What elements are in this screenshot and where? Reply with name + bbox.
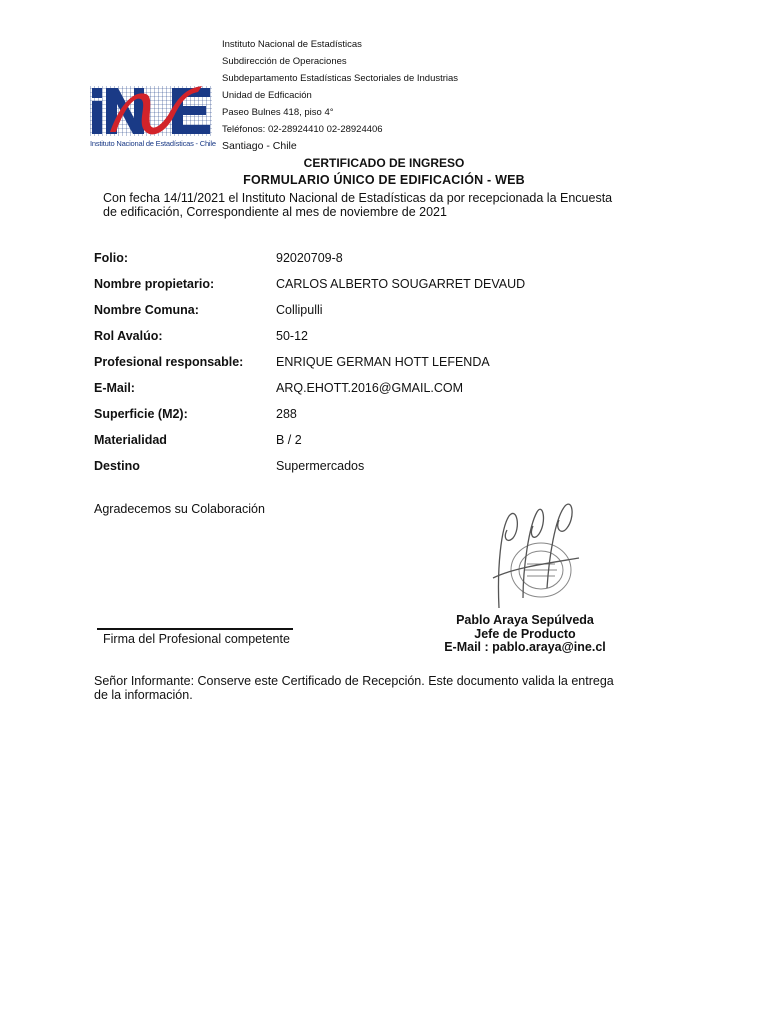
- field-value: Supermercados: [276, 459, 365, 473]
- signer-name: Pablo Araya Sepúlveda: [456, 613, 594, 627]
- institution-header: [222, 36, 458, 155]
- field-value: B / 2: [276, 433, 302, 447]
- field-label: Folio:: [94, 251, 129, 265]
- field-label: Nombre propietario:: [94, 277, 215, 291]
- form-title: FORMULARIO ÚNICO DE EDIFICACIÓN - WEB: [243, 173, 525, 187]
- field-value: 50-12: [276, 329, 308, 343]
- header-line: Subdirección de Operaciones: [222, 56, 347, 67]
- header-line: Instituto Nacional de Estadísticas: [222, 39, 362, 50]
- thanks-text: Agradecemos su Colaboración: [94, 502, 265, 516]
- header-line: Paseo Bulnes 418, piso 4°: [222, 107, 334, 118]
- ine-logo-mark: [90, 84, 212, 138]
- footer-note: Señor Informante: Conserve este Certificado de Recepción. Este documento valida la entrega de la información.: [94, 674, 614, 702]
- field-label: Superficie (M2):: [94, 407, 188, 421]
- ine-logo: [90, 84, 216, 150]
- signature-stamp-image: [483, 498, 583, 613]
- logo-caption: Instituto Nacional de Estadísticas - Chile: [90, 139, 216, 148]
- field-value: CARLOS ALBERTO SOUGARRET DEVAUD: [276, 277, 526, 291]
- field-label: Rol Avalúo:: [94, 329, 163, 343]
- field-label: Materialidad: [94, 433, 167, 447]
- field-value: 92020709-8: [276, 251, 343, 265]
- field-value: 288: [276, 407, 297, 421]
- field-label: E-Mail:: [94, 381, 135, 395]
- certificate-title: CERTIFICADO DE INGRESO: [303, 156, 465, 170]
- signer-block: [400, 614, 650, 655]
- header-line: Unidad de Edficación: [222, 90, 312, 101]
- header-line: Santiago - Chile: [222, 140, 297, 152]
- field-label: Nombre Comuna:: [94, 303, 199, 317]
- field-value: Collipulli: [276, 303, 323, 317]
- field-label: Profesional responsable:: [94, 355, 244, 369]
- field-value: ARQ.EHOTT.2016@GMAIL.COM: [276, 381, 464, 395]
- header-line: Subdepartamento Estadísticas Sectoriales de Industrias: [222, 73, 459, 84]
- field-label: Destino: [94, 459, 140, 473]
- header-line: Teléfonos: 02-28924410 02-28924406: [222, 124, 383, 135]
- signer-email: E-Mail : pablo.araya@ine.cl: [444, 640, 606, 654]
- intro-paragraph: Con fecha 14/11/2021 el Instituto Nacional de Estadísticas da por recepcionada la Encuesta de edificación, Correspondiente al mes de noviembre de 2021: [103, 191, 613, 219]
- professional-signature-label: Firma del Profesional competente: [103, 632, 290, 646]
- field-value: ENRIQUE GERMAN HOTT LEFENDA: [276, 355, 490, 369]
- signature-line: [97, 628, 293, 630]
- signer-role: Jefe de Producto: [474, 626, 576, 641]
